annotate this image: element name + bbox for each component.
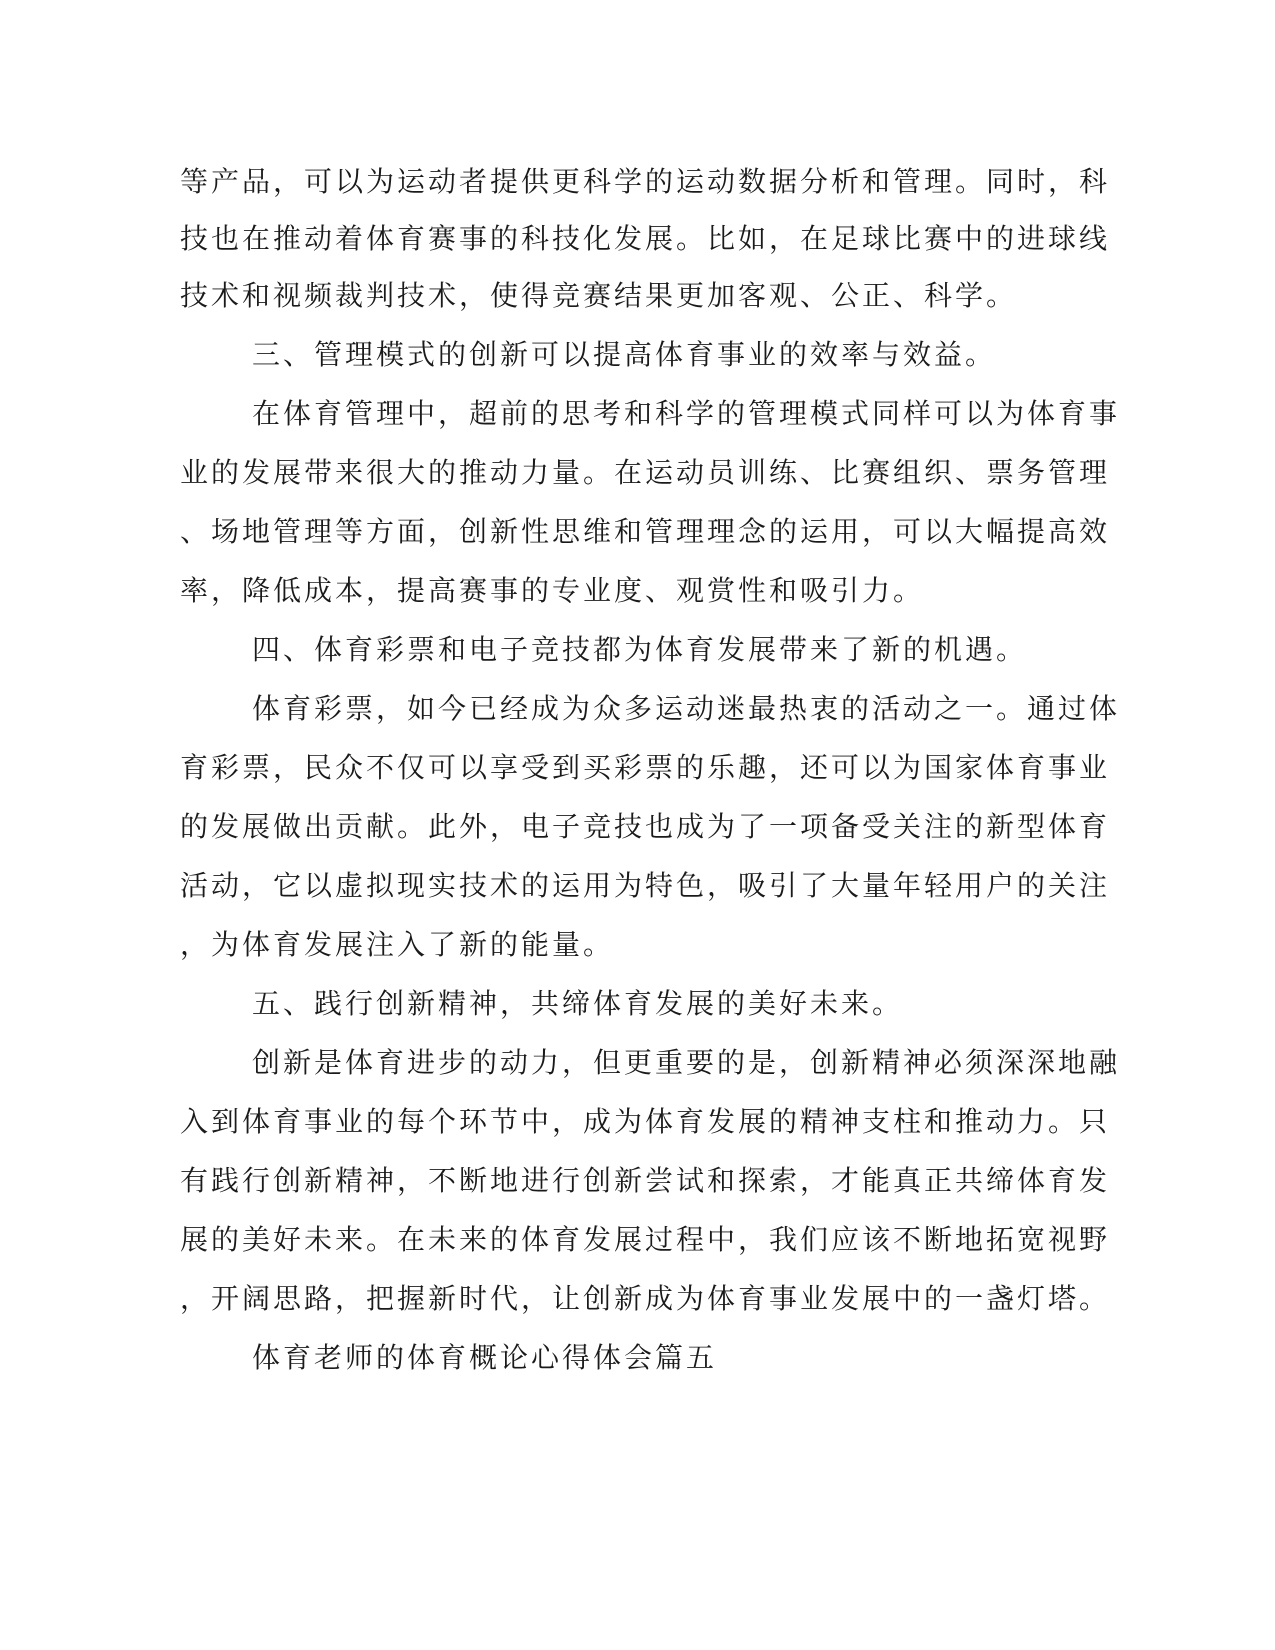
paragraph-line: 的发展做出贡献。此外，电子竞技也成为了一项备受关注的新型体育 xyxy=(180,810,1111,843)
paragraph-line: 育彩票，民众不仅可以享受到买彩票的乐趣，还可以为国家体育事业 xyxy=(180,751,1111,784)
paragraph-line: 活动，它以虚拟现实技术的运用为特色，吸引了大量年轻用户的关注 xyxy=(180,869,1111,902)
paragraph-line: 技也在推动着体育赛事的科技化发展。比如，在足球比赛中的进球线 xyxy=(180,222,1111,255)
paragraph-line: 创新是体育进步的动力，但更重要的是，创新精神必须深深地融 xyxy=(252,1046,1121,1079)
section-heading: 四、体育彩票和电子竞技都为体育发展带来了新的机遇。 xyxy=(252,633,1028,666)
paragraph-line: ，开阔思路，把握新时代，让创新成为体育事业发展中的一盏灯塔。 xyxy=(180,1282,1111,1315)
section-heading: 五、践行创新精神，共缔体育发展的美好未来。 xyxy=(252,987,904,1020)
paragraph-line: 有践行创新精神，不断地进行创新尝试和探索，才能真正共缔体育发 xyxy=(180,1164,1111,1197)
paragraph-line: 等产品，可以为运动者提供更科学的运动数据分析和管理。同时，科 xyxy=(180,165,1111,198)
paragraph-line: 在体育管理中，超前的思考和科学的管理模式同样可以为体育事 xyxy=(252,397,1121,430)
paragraph-line: 技术和视频裁判技术，使得竞赛结果更加客观、公正、科学。 xyxy=(180,279,1018,312)
paragraph-line: 体育彩票，如今已经成为众多运动迷最热衷的活动之一。通过体 xyxy=(252,692,1121,725)
paragraph-line: 业的发展带来很大的推动力量。在运动员训练、比赛组织、票务管理 xyxy=(180,456,1111,489)
section-title: 体育老师的体育概论心得体会篇五 xyxy=(252,1341,718,1374)
paragraph-line: 率，降低成本，提高赛事的专业度、观赏性和吸引力。 xyxy=(180,574,925,607)
section-heading: 三、管理模式的创新可以提高体育事业的效率与效益。 xyxy=(252,338,997,371)
paragraph-line: ，为体育发展注入了新的能量。 xyxy=(180,928,615,961)
paragraph-line: 、场地管理等方面，创新性思维和管理理念的运用，可以大幅提高效 xyxy=(180,515,1111,548)
paragraph-line: 入到体育事业的每个环节中，成为体育发展的精神支柱和推动力。只 xyxy=(180,1105,1111,1138)
paragraph-line: 展的美好未来。在未来的体育发展过程中，我们应该不断地拓宽视野 xyxy=(180,1223,1111,1256)
